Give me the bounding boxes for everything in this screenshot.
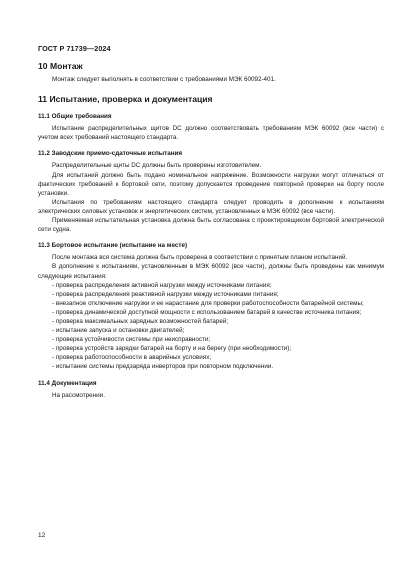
section-10-paragraph: Монтаж следует выполнять в соответствии с требованиями МЭК 60092-401. [52,76,276,83]
test-list-item: - испытание системы предзаряда инверторов при повторном подключении. [52,363,274,371]
section-11-3-paragraph-1: После монтажа вся система должна быть проверена в соответствии с принятым планом испытаний. [52,254,348,262]
page-number: 12 [38,532,46,539]
test-list-item: - проверка устойчивости системы при неисправности; [52,336,211,344]
section-11-1-paragraph: Испытание распределительных щитов DC должно соответствовать требованиям МЭК 60092 (все части) с учетом всех требований настоящего стандарта. [38,125,384,142]
section-11-2-paragraph-4: Применяемая испытательная установка должна быть согласована с проектировщиком бортовой электрической сети судна. [38,217,384,234]
test-list-item: - проверка работоспособности в аварийных условиях; [52,354,212,362]
test-list-item: - внезапное отключение нагрузки и ее нарастание для проверки работоспособности батарейной системы; [52,299,364,307]
section-11-4-heading: 11.4 Документация [38,379,97,387]
section-11-1-heading: 11.1 Общие требования [38,113,112,121]
section-11-2-paragraph-3: Испытания по требованиям настоящего стандарта следует проводить в дополнение к испытаниям электрических силовых установок и энергетических систем, установленных в МЭК 60092 (все части). [38,198,384,215]
section-11-2-paragraph-1: Распределительные щиты DC должны быть проверены изготовителем. [52,162,262,170]
test-list-item: - проверка динамической доступной мощности с использованием батарей в качестве источника питания; [52,308,362,316]
section-10-heading: 10 Монтаж [38,61,83,71]
test-list-item: - проверка распределения реактивной нагрузки между источниками питания; [52,290,279,298]
page-content [38,61,384,400]
test-list-item: - проверка распределения активной нагрузки между источниками питания; [52,281,272,289]
section-11-4-paragraph: На рассмотрении. [52,391,105,399]
section-11-3-heading: 11.3 Бортовое испытание (испытание на месте) [38,242,188,250]
test-list-item: - испытание запуска и остановки двигателей; [52,327,185,335]
section-11-2-paragraph-2: Для испытаний должно быть подано номинальное напряжение. Возможности нагрузки могут отличаться от фактических требований к бортовой сети, поэтому допускается проведение повторной проверки на борту после установки. [38,171,384,197]
test-list-item: - проверка максимальных зарядных возможностей батарей; [52,317,229,325]
standard-header: ГОСТ Р 71739—2024 [38,44,111,53]
section-11-heading: 11 Испытание, проверка и документация [38,94,213,105]
section-11-2-heading: 11.2 Заводские приемо-сдаточные испытания [38,150,183,158]
section-11-3-paragraph-2: В дополнение к испытаниям, установленным в МЭК 60092 (все части), должны быть проведены как минимум следующие испытания: [38,263,384,280]
test-list-item: - проверка устройств зарядки батарей на борту и на берегу (при необходимости); [52,345,292,353]
